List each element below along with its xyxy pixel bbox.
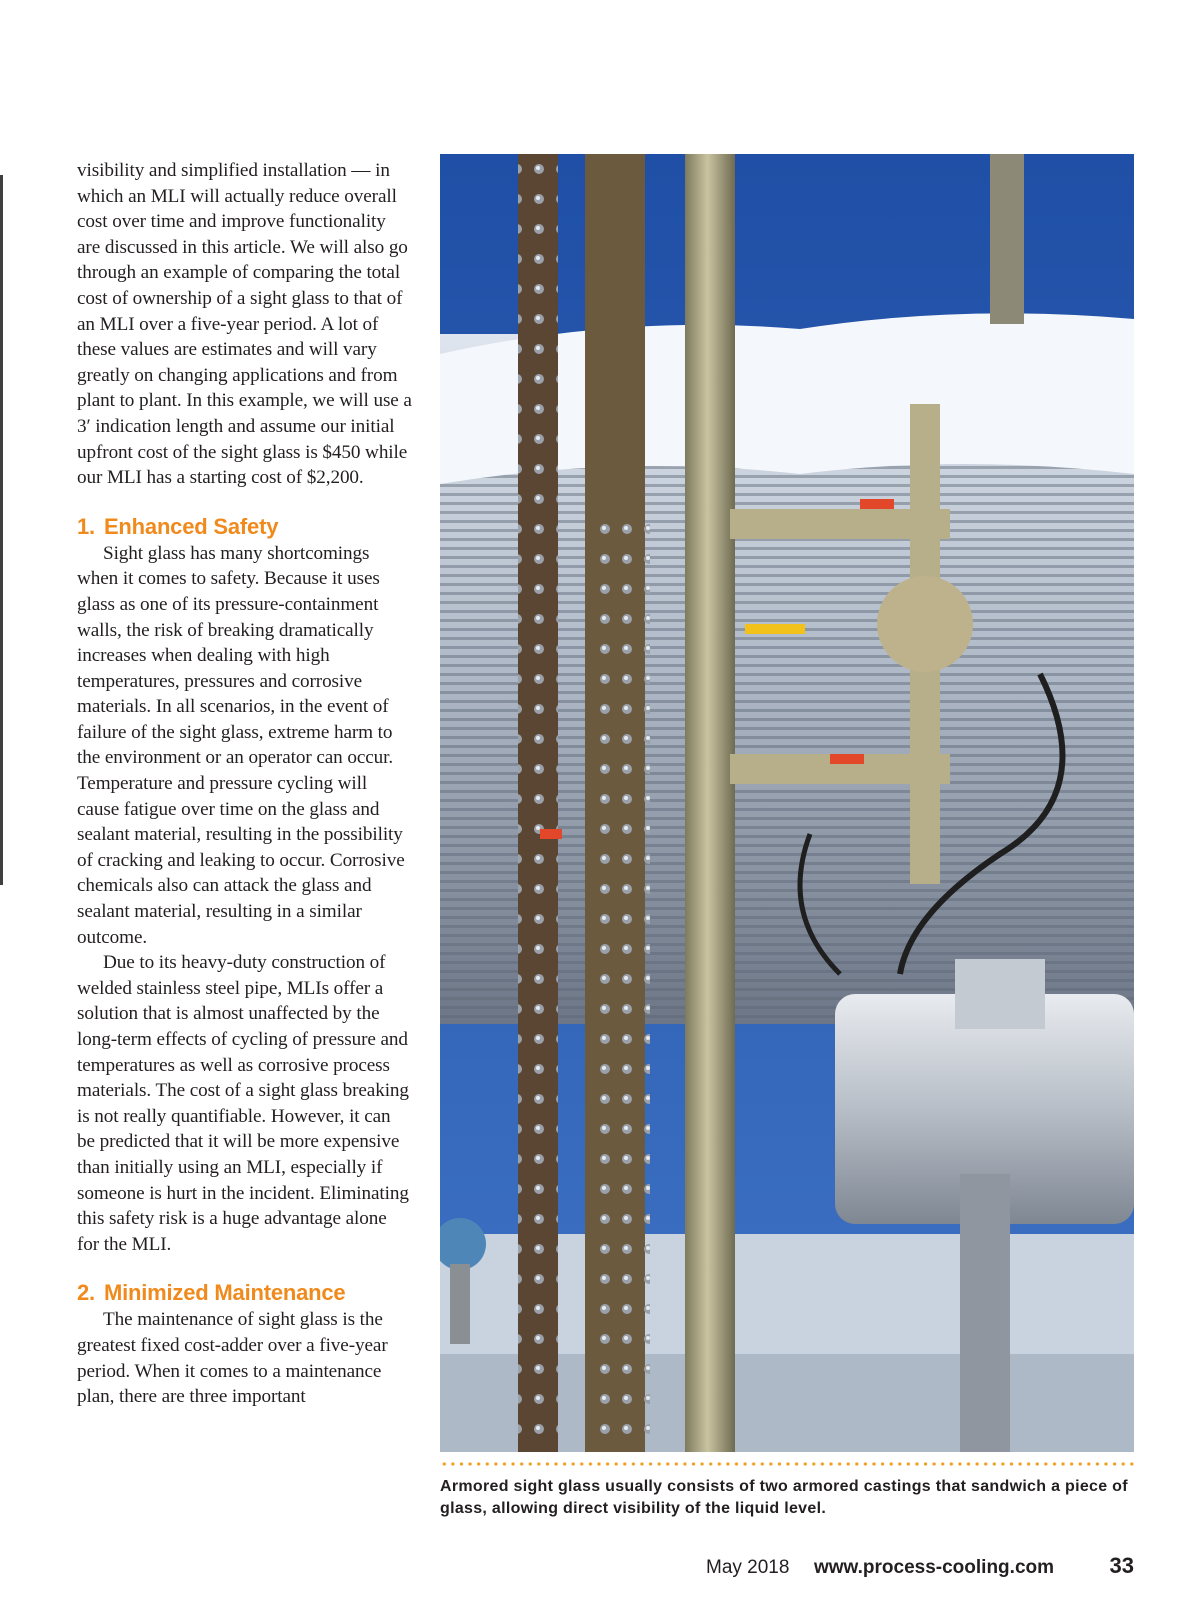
page-number: 33 bbox=[1109, 1553, 1134, 1578]
intro-paragraph: visibility and simplified installation — in which an MLI will actually reduce overall cost over time and improve functionality are discussed in this article. We will also go through an example of comparing the total cost of ownership of a sight glass to that of an MLI over a five-year period. A lot of these values are estimates and will vary greatly on changing applications and from plant to plant. In this example, we will use a 3′ indication length and assume our initial upfront cost of the sight glass is $450 while our MLI has a starting cost of $2,200. bbox=[77, 160, 412, 489]
article-column bbox=[77, 158, 413, 1410]
caption-dot-rule bbox=[440, 1462, 1134, 1466]
page-footer bbox=[700, 1555, 1134, 1583]
maintenance-paragraph-1: The maintenance of sight glass is the greatest fixed cost-adder over a five-year period. When it comes to a maintenance plan, there are three important bbox=[77, 1309, 388, 1408]
page-edge-mark bbox=[0, 175, 3, 885]
issue-date: May 2018 bbox=[706, 1557, 790, 1578]
safety-paragraph-1: Sight glass has many shortcomings when it comes to safety. Because it uses glass as one of its pressure-containment walls, the risk of breaking dramatically increases when dealing with high temperatures, pressures and corrosive materials. In all scenarios, in the event of failure of the sight glass, extreme harm to the environment or an operator can occur. Temperature and pressure cycling will cause fatigue over time on the glass and sealant material, resulting in the possibility of cracking and leaking to occur. Corrosive chemicals also can attack the glass and sealant material, resulting in a similar outcome. bbox=[77, 542, 405, 948]
safety-paragraph-2: Due to its heavy-duty construction of welded stainless steel pipe, MLIs offer a solution that is almost unaffected by the long-term effects of cycling of pressure and temperatures as well as corrosive process materials. The cost of a sight glass breaking is not really quantifiable. However, it can be predicted that it will be more expensive than initially using an MLI, especially if someone is hurt in the incident. Eliminating this safety risk is a huge advantage alone for the MLI. bbox=[77, 952, 409, 1255]
website-url[interactable]: www.process-cooling.com bbox=[814, 1557, 1055, 1578]
section-number: 1. bbox=[77, 513, 95, 539]
section-heading-safety bbox=[77, 513, 413, 541]
section-heading-maintenance bbox=[77, 1279, 413, 1307]
section-title: Enhanced Safety bbox=[103, 513, 279, 539]
section-number: 2. bbox=[77, 1280, 95, 1306]
section-title: Minimized Maintenance bbox=[103, 1280, 346, 1306]
figure-caption: Armored sight glass usually consists of two armored castings that sandwich a piece of glass, allowing direct visibility of the liquid level. bbox=[440, 1478, 1128, 1517]
sight-glass-photo bbox=[440, 154, 1134, 1452]
